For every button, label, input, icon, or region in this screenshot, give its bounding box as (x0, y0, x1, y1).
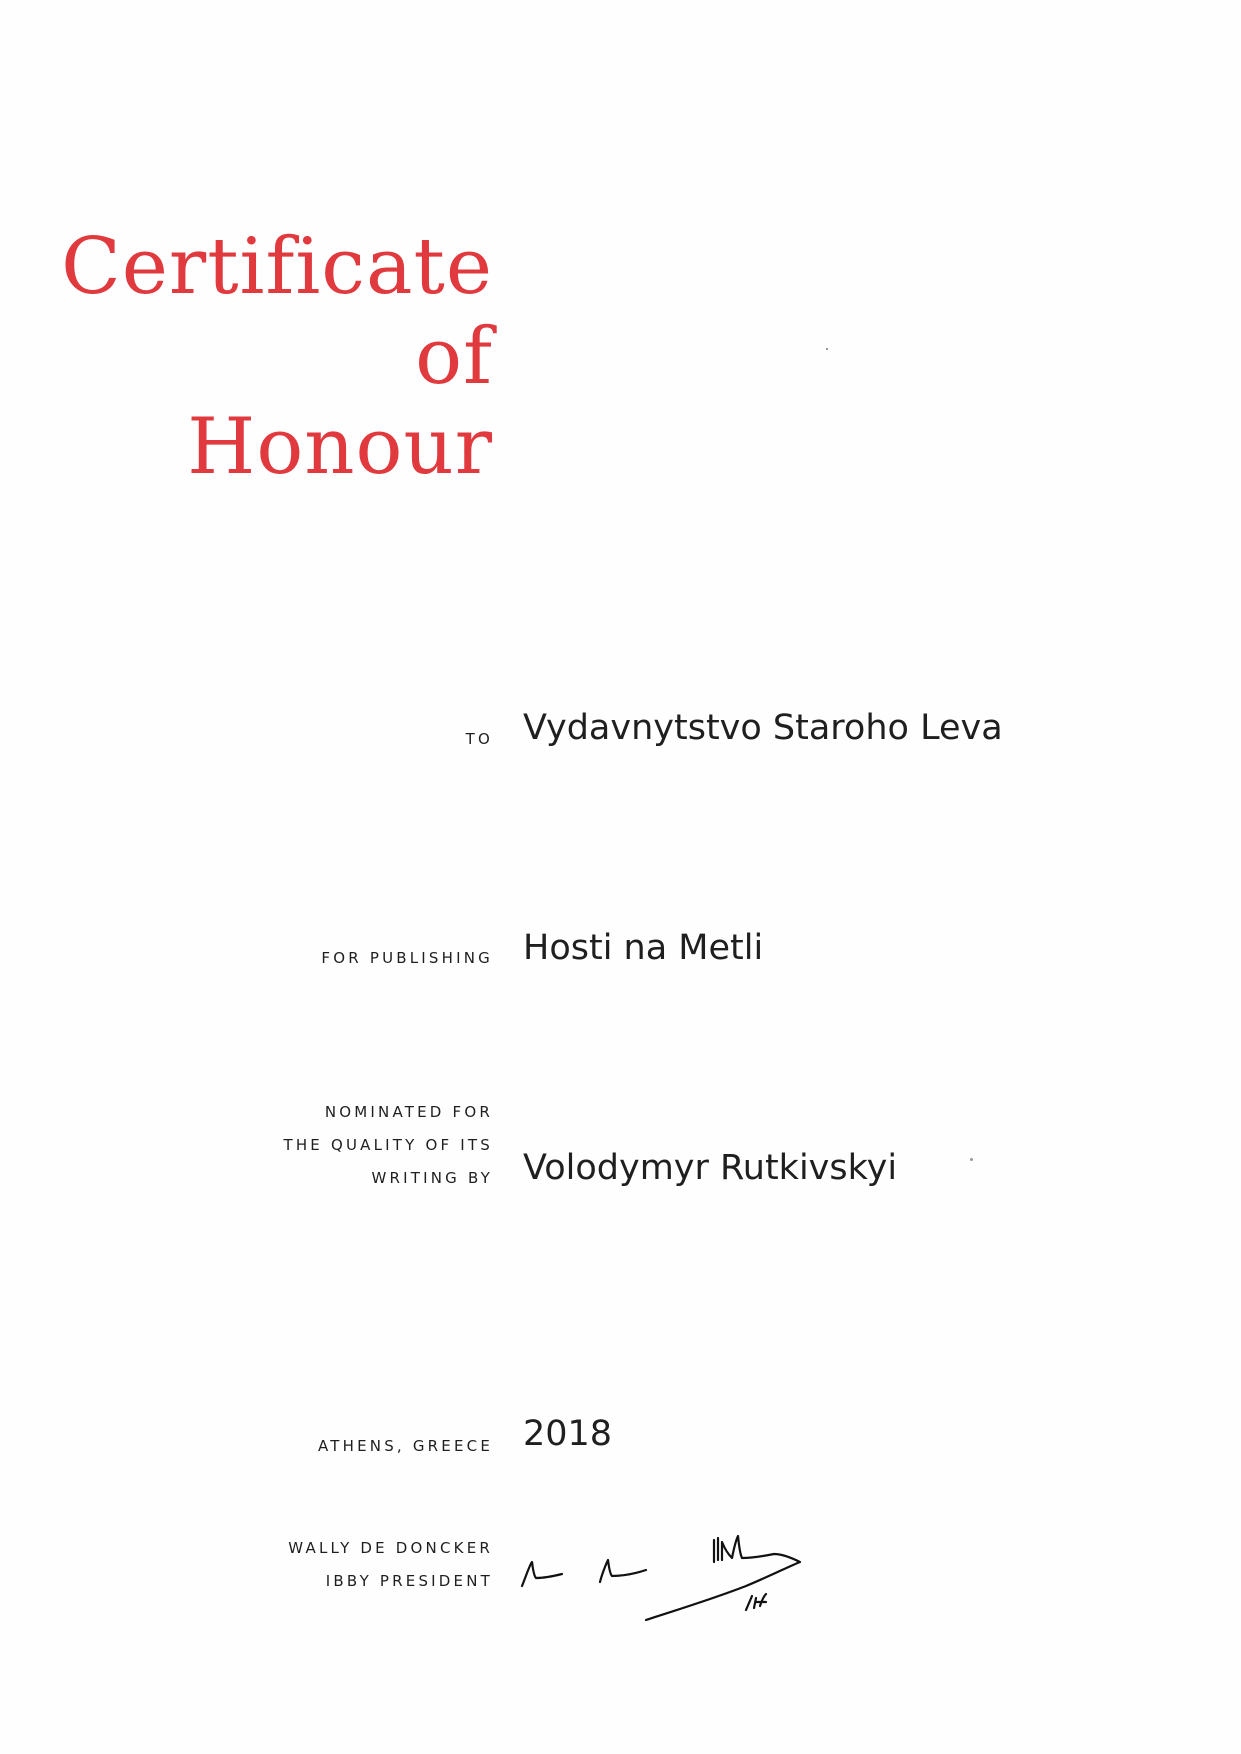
place-label-text: ATHENS, GREECE (317, 1437, 493, 1455)
to-label (466, 723, 493, 756)
title-line-honour: Honour (187, 402, 493, 492)
certificate-title (61, 222, 493, 492)
signatory-block (288, 1532, 493, 1598)
title-line-of: of (415, 312, 493, 402)
author-name: Volodymyr Rutkivskyi (523, 1148, 898, 1188)
place-label (318, 1430, 493, 1463)
paper-speck (826, 348, 828, 350)
paper-speck (970, 1158, 973, 1161)
publishing-label (321, 942, 493, 975)
book-title: Hosti na Metli (523, 928, 764, 968)
nominated-label-line2: THE QUALITY OF ITS (283, 1136, 493, 1154)
signatory-title: IBBY PRESIDENT (325, 1572, 493, 1590)
nominated-label-line3: WRITING BY (371, 1169, 493, 1187)
award-year: 2018 (523, 1414, 613, 1454)
signature-graphic (520, 1518, 850, 1628)
nominated-label (283, 1096, 493, 1195)
nominated-label-line1: NOMINATED FOR (324, 1103, 493, 1121)
recipient-name: Vydavnytstvo Staroho Leva (523, 708, 1003, 748)
to-label-text: TO (465, 730, 493, 748)
title-line-certificate: Certificate (61, 222, 493, 312)
signatory-name: WALLY DE DONCKER (288, 1539, 493, 1557)
publishing-label-text: FOR PUBLISHING (321, 949, 493, 967)
